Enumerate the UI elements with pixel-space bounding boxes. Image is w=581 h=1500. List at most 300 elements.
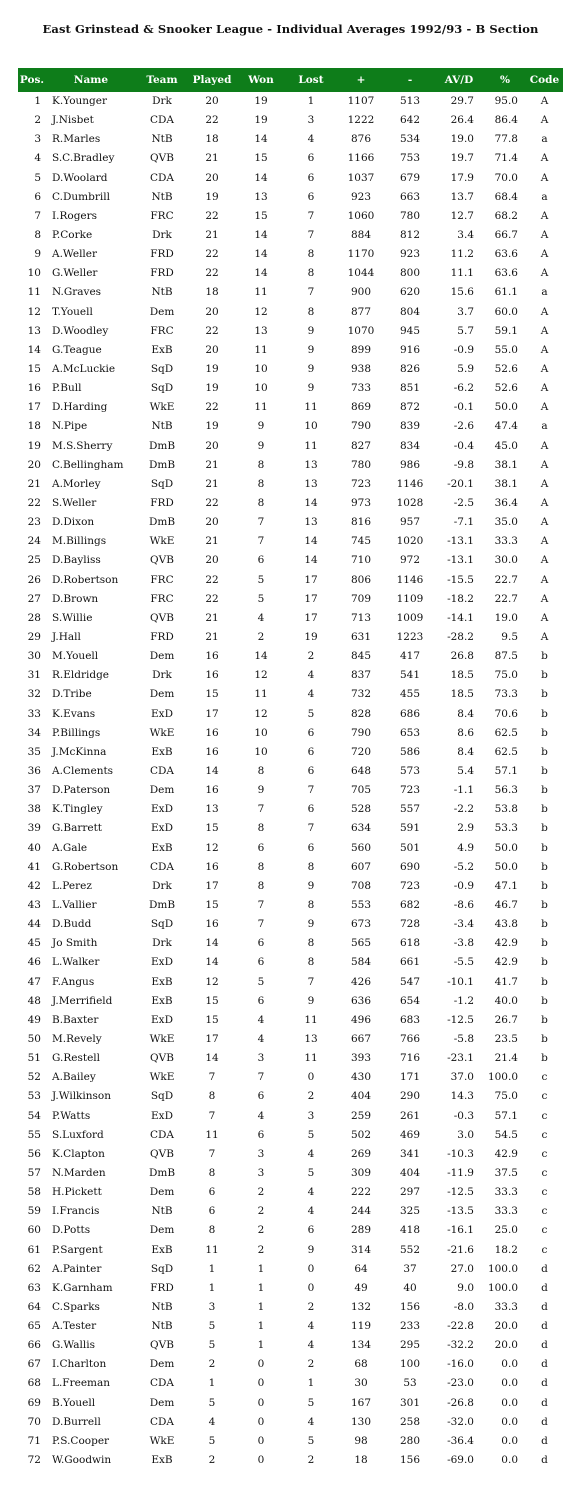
won-cell: 2 (257, 1224, 265, 1237)
minus-cell: 804 (399, 305, 421, 318)
lost-cell: 9 (307, 363, 315, 376)
won-cell: 4 (257, 611, 265, 624)
avd-cell: 8.4 (457, 745, 474, 758)
pct-cell: 33.3 (494, 1300, 518, 1313)
avd-cell: 14.3 (450, 1090, 474, 1103)
team-cell: Dem (149, 650, 175, 663)
pct-cell: 100.0 (487, 1262, 518, 1275)
code-cell: b (541, 1052, 548, 1065)
won-cell: 8 (257, 860, 265, 873)
page-title: East Grinstead & Snooker League - Individual Averages 1992/93 - B Section (42, 22, 539, 36)
pct-cell: 43.8 (494, 918, 518, 931)
pos-cell: 22 (27, 497, 41, 510)
won-cell: 8 (257, 458, 265, 471)
name-cell: T.Youell (52, 305, 93, 318)
played-cell: 22 (205, 248, 219, 261)
minus-cell: 233 (399, 1320, 421, 1333)
table-row (18, 571, 563, 590)
avd-cell: -8.6 (453, 898, 474, 911)
table-row (18, 666, 563, 685)
table-row (18, 341, 563, 360)
pos-cell: 36 (27, 764, 41, 777)
played-cell: 4 (208, 1415, 216, 1428)
played-cell: 21 (205, 458, 219, 471)
name-cell: A.Gale (52, 841, 88, 854)
played-cell: 22 (205, 267, 219, 280)
avd-cell: -10.1 (447, 975, 474, 988)
avd-cell: 5.4 (457, 764, 474, 777)
pos-cell: 4 (34, 152, 41, 165)
avd-cell: 3.4 (457, 229, 474, 242)
avd-cell: -1.2 (453, 994, 474, 1007)
pct-cell: 86.4 (494, 114, 518, 127)
minus-cell: 404 (399, 1166, 421, 1179)
played-cell: 19 (205, 363, 219, 376)
name-cell: D.Brown (52, 592, 99, 605)
won-cell: 13 (254, 324, 268, 337)
name-cell: S.Luxford (52, 1128, 104, 1141)
lost-cell: 6 (307, 841, 315, 854)
team-cell: ExB (151, 745, 173, 758)
lost-cell: 6 (307, 726, 315, 739)
table-row (18, 456, 563, 475)
lost-cell: 11 (304, 439, 318, 452)
team-cell: CDA (149, 764, 175, 777)
pct-cell: 18.2 (494, 1243, 518, 1256)
pos-cell: 70 (27, 1415, 41, 1428)
table-row (18, 475, 563, 494)
pct-cell: 53.8 (494, 803, 518, 816)
won-cell: 14 (254, 248, 268, 261)
minus-cell: 682 (399, 898, 421, 911)
pos-cell: 72 (27, 1454, 41, 1467)
lost-cell: 8 (307, 937, 315, 950)
lost-cell: 0 (307, 1071, 315, 1084)
code-cell: b (541, 879, 548, 892)
avd-cell: -6.2 (453, 382, 474, 395)
table-row (18, 1068, 563, 1087)
lost-cell: 14 (304, 554, 318, 567)
won-cell: 2 (257, 1243, 265, 1256)
minus-cell: 1009 (396, 611, 424, 624)
team-cell: WkE (149, 1071, 175, 1084)
code-cell: A (540, 592, 549, 605)
plus-cell: 899 (350, 343, 372, 356)
lost-cell: 6 (307, 745, 315, 758)
pct-cell: 57.1 (494, 1109, 518, 1122)
name-cell: D.Woodley (52, 324, 109, 337)
pos-cell: 53 (27, 1090, 41, 1103)
pct-cell: 42.9 (494, 1147, 518, 1160)
team-cell: Dem (149, 1224, 175, 1237)
pos-cell: 48 (27, 994, 41, 1007)
pos-cell: 3 (34, 133, 41, 146)
code-cell: d (541, 1415, 548, 1428)
pos-cell: 21 (27, 477, 41, 490)
pos-cell: 6 (34, 190, 41, 203)
played-cell: 16 (205, 669, 219, 682)
team-cell: FRD (150, 497, 174, 510)
pos-cell: 26 (27, 573, 41, 586)
team-cell: DmB (148, 458, 176, 471)
played-cell: 3 (208, 1300, 216, 1313)
team-cell: DmB (148, 1166, 176, 1179)
table-row (18, 1413, 563, 1432)
played-cell: 17 (205, 879, 219, 892)
team-cell: CDA (149, 860, 175, 873)
plus-cell: 30 (354, 1377, 368, 1390)
won-cell: 15 (254, 209, 268, 222)
avd-cell: 11.1 (450, 267, 474, 280)
pct-cell: 61.1 (494, 286, 518, 299)
minus-cell: 341 (399, 1147, 421, 1160)
plus-cell: 705 (350, 784, 372, 797)
lost-cell: 7 (307, 209, 315, 222)
plus-cell: 528 (350, 803, 372, 816)
played-cell: 16 (205, 860, 219, 873)
played-cell: 12 (205, 841, 219, 854)
table-row (18, 1240, 563, 1259)
lost-cell: 8 (307, 898, 315, 911)
minus-cell: 686 (399, 707, 421, 720)
played-cell: 15 (205, 994, 219, 1007)
avd-cell: 27.0 (450, 1262, 474, 1275)
code-cell: b (541, 784, 548, 797)
avd-cell: -1.1 (453, 784, 474, 797)
won-cell: 4 (257, 1013, 265, 1026)
pos-cell: 62 (27, 1262, 41, 1275)
avd-cell: -12.5 (447, 1186, 474, 1199)
pct-cell: 63.6 (494, 267, 518, 280)
code-cell: A (540, 324, 549, 337)
name-cell: I.Francis (52, 1205, 100, 1218)
pos-cell: 56 (27, 1147, 41, 1160)
table-row (18, 379, 563, 398)
pct-cell: 71.4 (494, 152, 518, 165)
table-row (18, 1183, 563, 1202)
code-cell: a (541, 420, 548, 433)
lost-cell: 5 (307, 1166, 315, 1179)
team-cell: FRD (150, 248, 174, 261)
name-cell: L.Perez (52, 879, 92, 892)
code-cell: A (540, 343, 549, 356)
lost-cell: 17 (304, 592, 318, 605)
name-cell: C.Bellingham (52, 458, 124, 471)
plus-cell: 1166 (347, 152, 375, 165)
team-cell: ExB (151, 1454, 173, 1467)
won-cell: 6 (257, 937, 265, 950)
pos-cell: 60 (27, 1224, 41, 1237)
name-cell: P.Corke (52, 229, 93, 242)
won-cell: 6 (257, 1090, 265, 1103)
won-cell: 8 (257, 879, 265, 892)
pos-cell: 11 (27, 286, 41, 299)
played-cell: 22 (205, 497, 219, 510)
table-row (18, 724, 563, 743)
minus-cell: 156 (399, 1300, 421, 1313)
pct-cell: 22.7 (494, 592, 518, 605)
name-cell: A.Weller (52, 248, 98, 261)
pct-cell: 0.0 (501, 1454, 518, 1467)
team-cell: Dem (149, 1358, 175, 1371)
code-cell: b (541, 937, 548, 950)
table-row (18, 130, 563, 149)
name-cell: A.Morley (52, 477, 101, 490)
team-cell: ExD (150, 956, 173, 969)
played-cell: 14 (205, 937, 219, 950)
pct-cell: 20.0 (494, 1339, 518, 1352)
table-row (18, 1049, 563, 1068)
name-cell: P.S.Cooper (52, 1434, 110, 1447)
team-cell: CDA (149, 114, 175, 127)
pos-cell: 51 (27, 1052, 41, 1065)
lost-cell: 1 (307, 1377, 315, 1390)
pos-cell: 16 (27, 382, 41, 395)
played-cell: 21 (205, 631, 219, 643)
won-cell: 8 (257, 822, 265, 835)
played-cell: 1 (208, 1377, 216, 1390)
lost-cell: 8 (307, 248, 315, 261)
name-cell: D.Burrell (52, 1415, 101, 1428)
code-cell: b (541, 745, 548, 758)
won-cell: 2 (257, 1186, 265, 1199)
plus-cell: 733 (350, 382, 372, 395)
lost-cell: 11 (304, 1013, 318, 1026)
minus-cell: 295 (399, 1339, 421, 1352)
code-cell: b (541, 650, 548, 663)
code-cell: b (541, 803, 548, 816)
lost-cell: 7 (307, 229, 315, 242)
team-cell: ExD (150, 1013, 173, 1026)
minus-cell: 723 (399, 879, 421, 892)
table-row (18, 781, 563, 800)
pct-cell: 53.3 (494, 822, 518, 835)
pos-cell: 63 (27, 1281, 41, 1294)
name-cell: I.Charlton (52, 1358, 107, 1371)
pct-cell: 68.2 (494, 209, 518, 222)
minus-cell: 916 (399, 343, 421, 356)
code-cell: A (540, 152, 549, 165)
lost-cell: 13 (304, 458, 318, 471)
won-cell: 9 (257, 784, 265, 797)
pos-cell: 10 (27, 267, 41, 280)
name-cell: J.McKinna (52, 745, 107, 758)
code-cell: b (541, 688, 548, 701)
played-cell: 16 (205, 784, 219, 797)
code-cell: b (541, 975, 548, 988)
plus-cell: 648 (350, 764, 372, 777)
played-cell: 14 (205, 764, 219, 777)
plus-cell: 708 (350, 879, 372, 892)
pos-cell: 17 (27, 401, 41, 414)
lost-cell: 6 (307, 764, 315, 777)
table-row (18, 915, 563, 934)
team-cell: CDA (149, 171, 175, 184)
column-header-avd: AV/D (434, 68, 484, 92)
plus-cell: 167 (350, 1396, 372, 1409)
avd-cell: -0.4 (453, 439, 474, 452)
avd-cell: -8.0 (453, 1300, 474, 1313)
minus-cell: 1109 (396, 592, 424, 605)
team-cell: FRD (150, 631, 174, 643)
name-cell: B.Baxter (52, 1013, 99, 1026)
lost-cell: 4 (307, 133, 315, 146)
lost-cell: 11 (304, 1052, 318, 1065)
name-cell: K.Tingley (52, 803, 103, 816)
pos-cell: 55 (27, 1128, 41, 1141)
plus-cell: 938 (350, 363, 372, 376)
pct-cell: 62.5 (494, 726, 518, 739)
pct-cell: 50.0 (494, 401, 518, 414)
team-cell: ExD (150, 1109, 173, 1122)
code-cell: A (540, 401, 549, 414)
lost-cell: 7 (307, 822, 315, 835)
minus-cell: 826 (399, 363, 421, 376)
plus-cell: 631 (350, 631, 372, 643)
table-row (18, 1355, 563, 1374)
won-cell: 11 (254, 343, 268, 356)
pos-cell: 23 (27, 516, 41, 529)
table-row (18, 590, 563, 609)
won-cell: 1 (257, 1300, 265, 1313)
code-cell: d (541, 1396, 548, 1409)
code-cell: A (540, 209, 549, 222)
minus-cell: 37 (403, 1262, 417, 1275)
won-cell: 9 (257, 420, 265, 433)
table-row (18, 1260, 563, 1279)
table-body (18, 92, 563, 1470)
plus-cell: 709 (350, 592, 372, 605)
lost-cell: 11 (304, 401, 318, 414)
played-cell: 16 (205, 650, 219, 663)
minus-cell: 40 (403, 1281, 417, 1294)
pct-cell: 57.1 (494, 764, 518, 777)
lost-cell: 7 (307, 975, 315, 988)
plus-cell: 1070 (347, 324, 375, 337)
plus-cell: 780 (350, 458, 372, 471)
name-cell: C.Sparks (52, 1300, 100, 1313)
avd-cell: 2.9 (457, 822, 474, 835)
won-cell: 7 (257, 535, 265, 548)
won-cell: 10 (254, 745, 268, 758)
name-cell: P.Sargent (52, 1243, 103, 1256)
name-cell: D.Budd (52, 918, 92, 931)
pct-cell: 45.0 (494, 439, 518, 452)
played-cell: 7 (208, 1147, 216, 1160)
plus-cell: 636 (350, 994, 372, 1007)
pos-cell: 2 (34, 114, 41, 127)
pos-cell: 28 (27, 611, 41, 624)
minus-cell: 547 (399, 975, 421, 988)
code-cell: A (540, 171, 549, 184)
played-cell: 22 (205, 592, 219, 605)
name-cell: J.Nisbet (52, 114, 94, 127)
plus-cell: 837 (350, 669, 372, 682)
column-header-minus: - (386, 68, 434, 92)
pos-cell: 67 (27, 1358, 41, 1371)
name-cell: J.Wilkinson (52, 1090, 112, 1103)
pct-cell: 0.0 (501, 1434, 518, 1447)
avd-cell: -16.1 (447, 1224, 474, 1237)
table-row (18, 628, 563, 647)
plus-cell: 827 (350, 439, 372, 452)
pct-cell: 66.7 (494, 229, 518, 242)
played-cell: 2 (208, 1454, 216, 1467)
lost-cell: 13 (304, 1032, 318, 1045)
avd-cell: -22.8 (447, 1320, 474, 1333)
code-cell: c (541, 1147, 548, 1160)
minus-cell: 280 (399, 1434, 421, 1447)
plus-cell: 713 (350, 611, 372, 624)
minus-cell: 945 (399, 324, 421, 337)
table-row (18, 398, 563, 417)
won-cell: 9 (257, 439, 265, 452)
plus-cell: 1170 (347, 248, 375, 261)
code-cell: A (540, 305, 549, 318)
pos-cell: 69 (27, 1396, 41, 1409)
table-row (18, 1432, 563, 1451)
avd-cell: -28.2 (447, 631, 474, 643)
played-cell: 18 (205, 133, 219, 146)
avd-cell: -5.5 (453, 956, 474, 969)
team-cell: DmB (148, 898, 176, 911)
won-cell: 12 (254, 669, 268, 682)
pos-cell: 37 (27, 784, 41, 797)
won-cell: 10 (254, 363, 268, 376)
team-cell: NtB (151, 190, 173, 203)
column-header-played: Played (188, 68, 236, 92)
won-cell: 0 (257, 1454, 265, 1467)
avd-cell: -36.4 (447, 1434, 474, 1447)
pct-cell: 73.3 (494, 688, 518, 701)
team-cell: Drk (152, 937, 172, 950)
name-cell: G.Robertson (52, 860, 119, 873)
pct-cell: 47.4 (494, 420, 518, 433)
avd-cell: -0.3 (453, 1109, 474, 1122)
minus-cell: 872 (399, 401, 421, 414)
won-cell: 3 (257, 1166, 265, 1179)
code-cell: A (540, 382, 549, 395)
column-header-team: Team (136, 68, 188, 92)
plus-cell: 98 (354, 1434, 368, 1447)
team-cell: Drk (152, 95, 172, 108)
minus-cell: 591 (399, 822, 421, 835)
plus-cell: 18 (354, 1454, 368, 1467)
name-cell: M.Youell (52, 650, 99, 663)
won-cell: 8 (257, 477, 265, 490)
table-row (18, 207, 563, 226)
table-row (18, 877, 563, 896)
lost-cell: 10 (304, 420, 318, 433)
name-cell: D.Paterson (52, 784, 111, 797)
won-cell: 6 (257, 841, 265, 854)
team-cell: QVB (150, 554, 174, 567)
name-cell: F.Angus (52, 975, 95, 988)
avd-cell: 15.6 (450, 286, 474, 299)
pos-cell: 41 (27, 860, 41, 873)
minus-cell: 1028 (396, 497, 424, 510)
lost-cell: 2 (307, 1358, 315, 1371)
name-cell: M.Billings (52, 535, 107, 548)
played-cell: 20 (205, 305, 219, 318)
name-cell: I.Rogers (52, 209, 98, 222)
code-cell: b (541, 669, 548, 682)
played-cell: 20 (205, 343, 219, 356)
plus-cell: 393 (350, 1052, 372, 1065)
team-cell: CDA (149, 1128, 175, 1141)
table-row (18, 609, 563, 628)
table-row (18, 322, 563, 341)
